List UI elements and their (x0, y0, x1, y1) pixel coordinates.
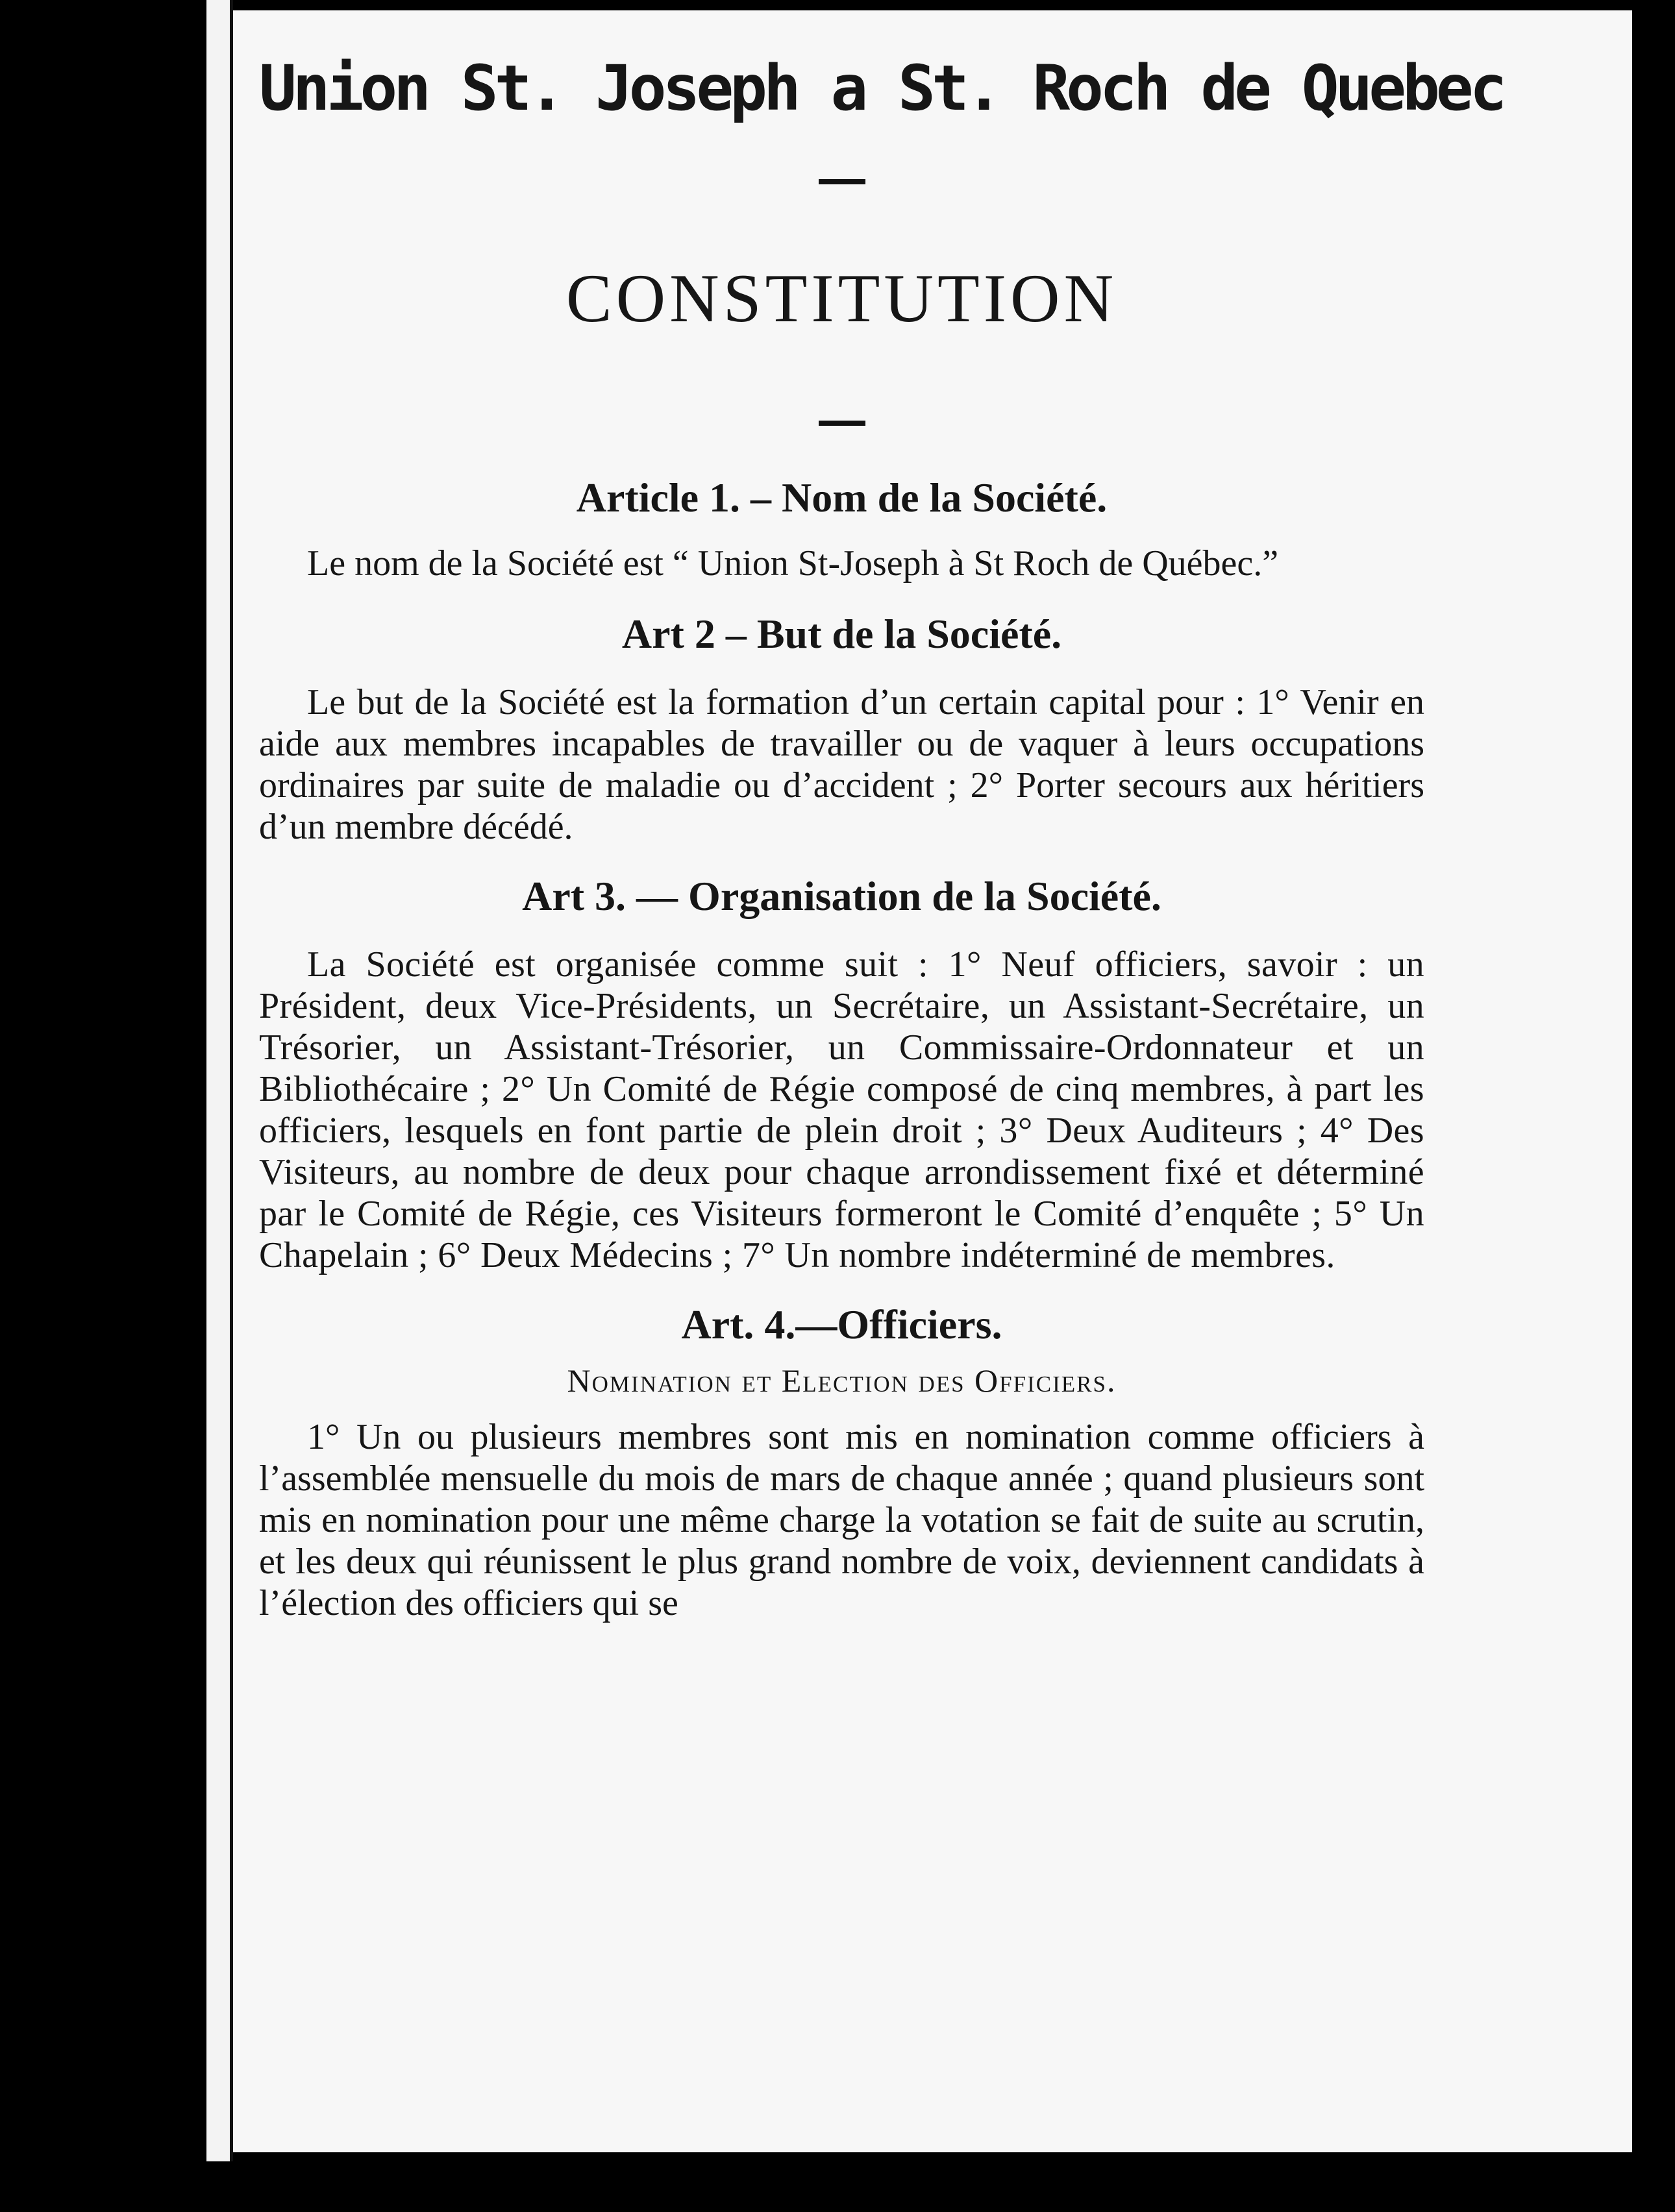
article-heading: Art. 4.—Officiers. (681, 1301, 1002, 1347)
document-page (233, 10, 1632, 2152)
page-content (259, 49, 1504, 1624)
article-heading: Article 1. – Nom de la Société. (576, 474, 1108, 521)
article-text: La Société est organisée comme suit : 1° Neuf officiers, savoir : un Président, deux Vice-Présidents, un Secrétaire, un Assistant-Secrétaire, un Trésorier, un Assistant-Trésorier, un Commissaire-Ordonnateur et un Bibliothécaire ; 2° Un Comité de Régie composé de cinq membres, à part les officiers, lesquels en font partie de plein droit ; 3° Deux Auditeurs ; 4° Des Visiteurs, au nombre de deux pour chaque arrondissement fixé et déterminé par le Comité de Régie, ces Visiteurs formeront le Comité d’enquête ; 5° Un Chapelain ; 6° Deux Médecins ; 7° Un nombre indéterminé de membres. (259, 944, 1424, 1275)
article-heading: Art 3. — Organisation de la Société. (522, 873, 1161, 919)
article-1 (259, 471, 1424, 584)
article-4 (259, 1298, 1424, 1624)
article-heading: Art 2 – But de la Société. (621, 611, 1062, 657)
running-title: Union St. Joseph a St. Roch de Quebec (259, 52, 1504, 125)
scan-margin (0, 0, 206, 2212)
document-title: CONSTITUTION (565, 260, 1118, 336)
page-binding-edge (206, 0, 233, 2161)
title-rule-top (819, 179, 865, 184)
article-text: 1° Un ou plusieurs membres sont mis en nomination comme officiers à l’assemblée mensuelle du mois de mars de chaque année ; quand plusieurs sont mis en nomination pour une même charge la votation se fait de suite au scrutin, et les deux qui réunissent le plus grand nombre de voix, deviennent candidats à l’élection des officiers qui se (259, 1417, 1424, 1623)
article-text: Le nom de la Société est “ Union St-Joseph à St Roch de Québec.” (307, 543, 1279, 584)
article-3 (259, 870, 1424, 1276)
article-2 (259, 608, 1424, 848)
article-text: Le but de la Société est la formation d’un certain capital pour : 1° Venir en aide aux membres incapables de travailler ou de vaquer à leurs occupations ordinaires par suite de maladie ou d’accident ; 2° Porter secours aux héritiers d’un membre décédé. (259, 682, 1424, 847)
title-rule-bottom (819, 421, 865, 426)
article-subheading: Nomination et Election des Officiers. (567, 1362, 1117, 1399)
